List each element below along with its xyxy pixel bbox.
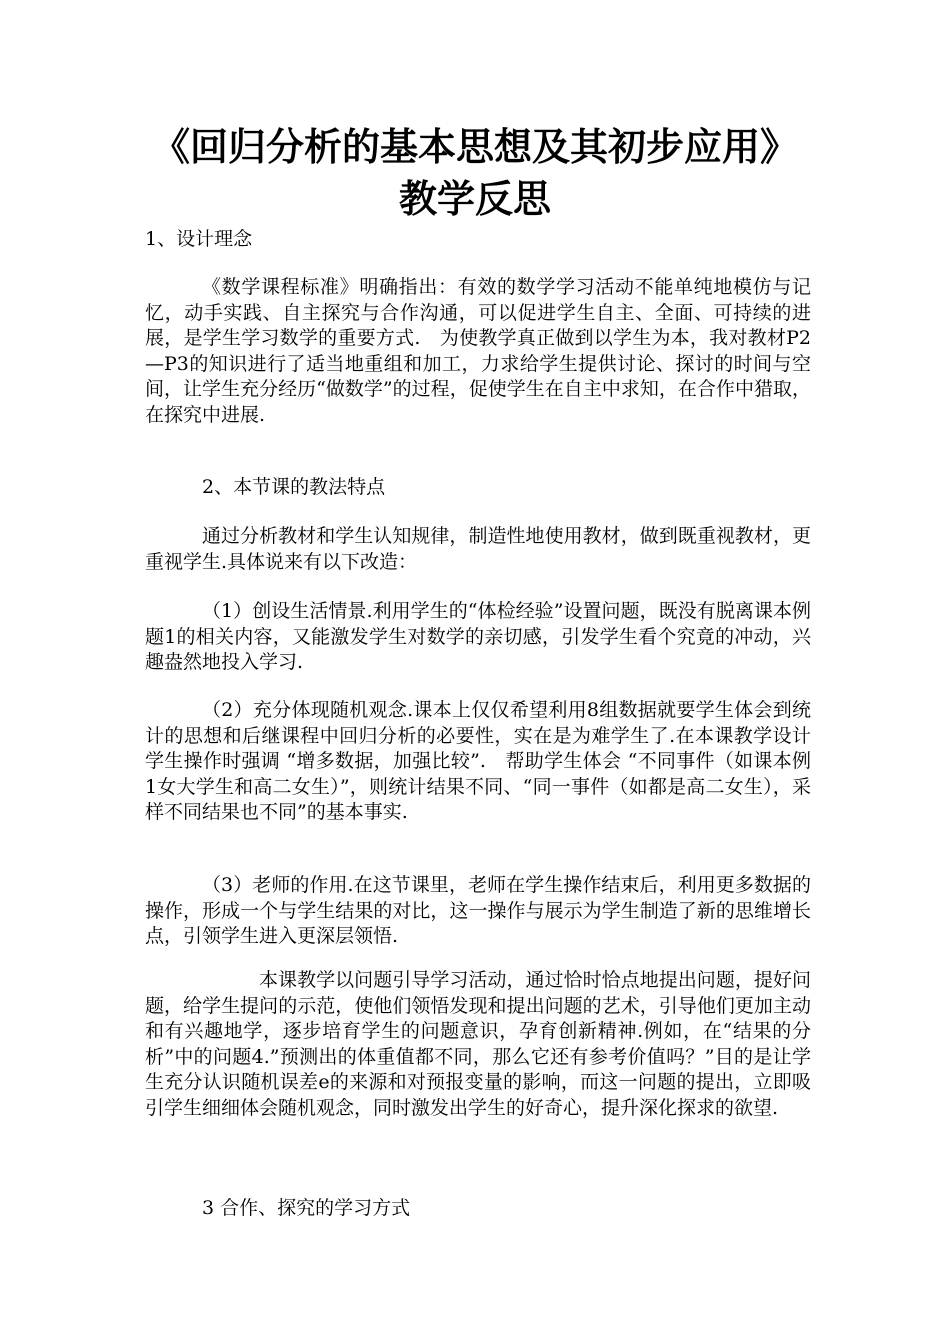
section1-heading: 1、设计理念 <box>145 228 253 250</box>
summary-paragraph: 本课教学以问题引导学习活动，通过恰时恰点地提出问题，提好问题，给学生提问的示范，使他们领悟发现和提出问题的艺术，引导他们更加主动和有兴趣地学，逐步培育学生的问题意识，孕育创新精神.例如，在“结果的分析”中的问题4.”预测出的体重值都不同，那么它还有参考价值吗？”目的是让学生充分认识随机误差e的来源和对预报变量的影响，而这一问题的提出，立即吸引学生细细体会随机观念，同时激发出学生的好奇心，提升深化探求的欲望. <box>145 969 811 1119</box>
point1-paragraph: （1）创设生活情景.利用学生的“体检经验”设置问题，既没有脱离课本例题1的相关内容，又能激发学生对数学的亲切感，引发学生看个究竟的冲动，兴趣盎然地投入学习. <box>145 600 811 673</box>
document-title-line2: 教学反思 <box>398 177 551 221</box>
point3-paragraph: （3）老师的作用.在这节课里，老师在学生操作结束后，利用更多数据的操作，形成一个与学生结果的对比，这一操作与展示为学生制造了新的思维增长点，引领学生进入更深层领悟. <box>145 874 811 947</box>
section2-intro-paragraph: 通过分析教材和学生认知规律，制造性地使用教材，做到既重视教材，更重视学生.具体说来有以下改造： <box>145 525 811 573</box>
point2-paragraph: （2）充分体现随机观念.课本上仅仅希望利用8组数据就要学生体会到统计的思想和后继课程中回归分析的必要性，实在是为难学生了.在本课教学设计学生操作时强调 “增多数据，加强比较”. 帮助学生体会 “不同事件（如课本例1女大学生和高二女生）”，则统计结果不同、“同一事件（如都是高二女生），采样不同结果也不同”的基本事实. <box>145 699 811 823</box>
section1-paragraph: 《数学课程标准》明确指出：有效的数学学习活动不能单纯地模仿与记忆，动手实践、自主探究与合作沟通，可以促进学生自主、全面、可持续的进展，是学生学习数学的重要方式. 为使教学真正做到以学生为本，我对教材P2—P3的知识进行了适当地重组和加工，力求给学生提供讨论、探讨的时间与空间，让学生充分经历“做数学”的过程，促使学生在自主中求知，在合作中猎取，在探究中进展. <box>145 276 811 426</box>
section2-heading: 2、本节课的教法特点 <box>202 476 386 498</box>
section3-heading: 3 合作、探究的学习方式 <box>202 1197 411 1219</box>
document-title-line1: 《回归分析的基本思想及其初步应用》 <box>151 125 798 169</box>
